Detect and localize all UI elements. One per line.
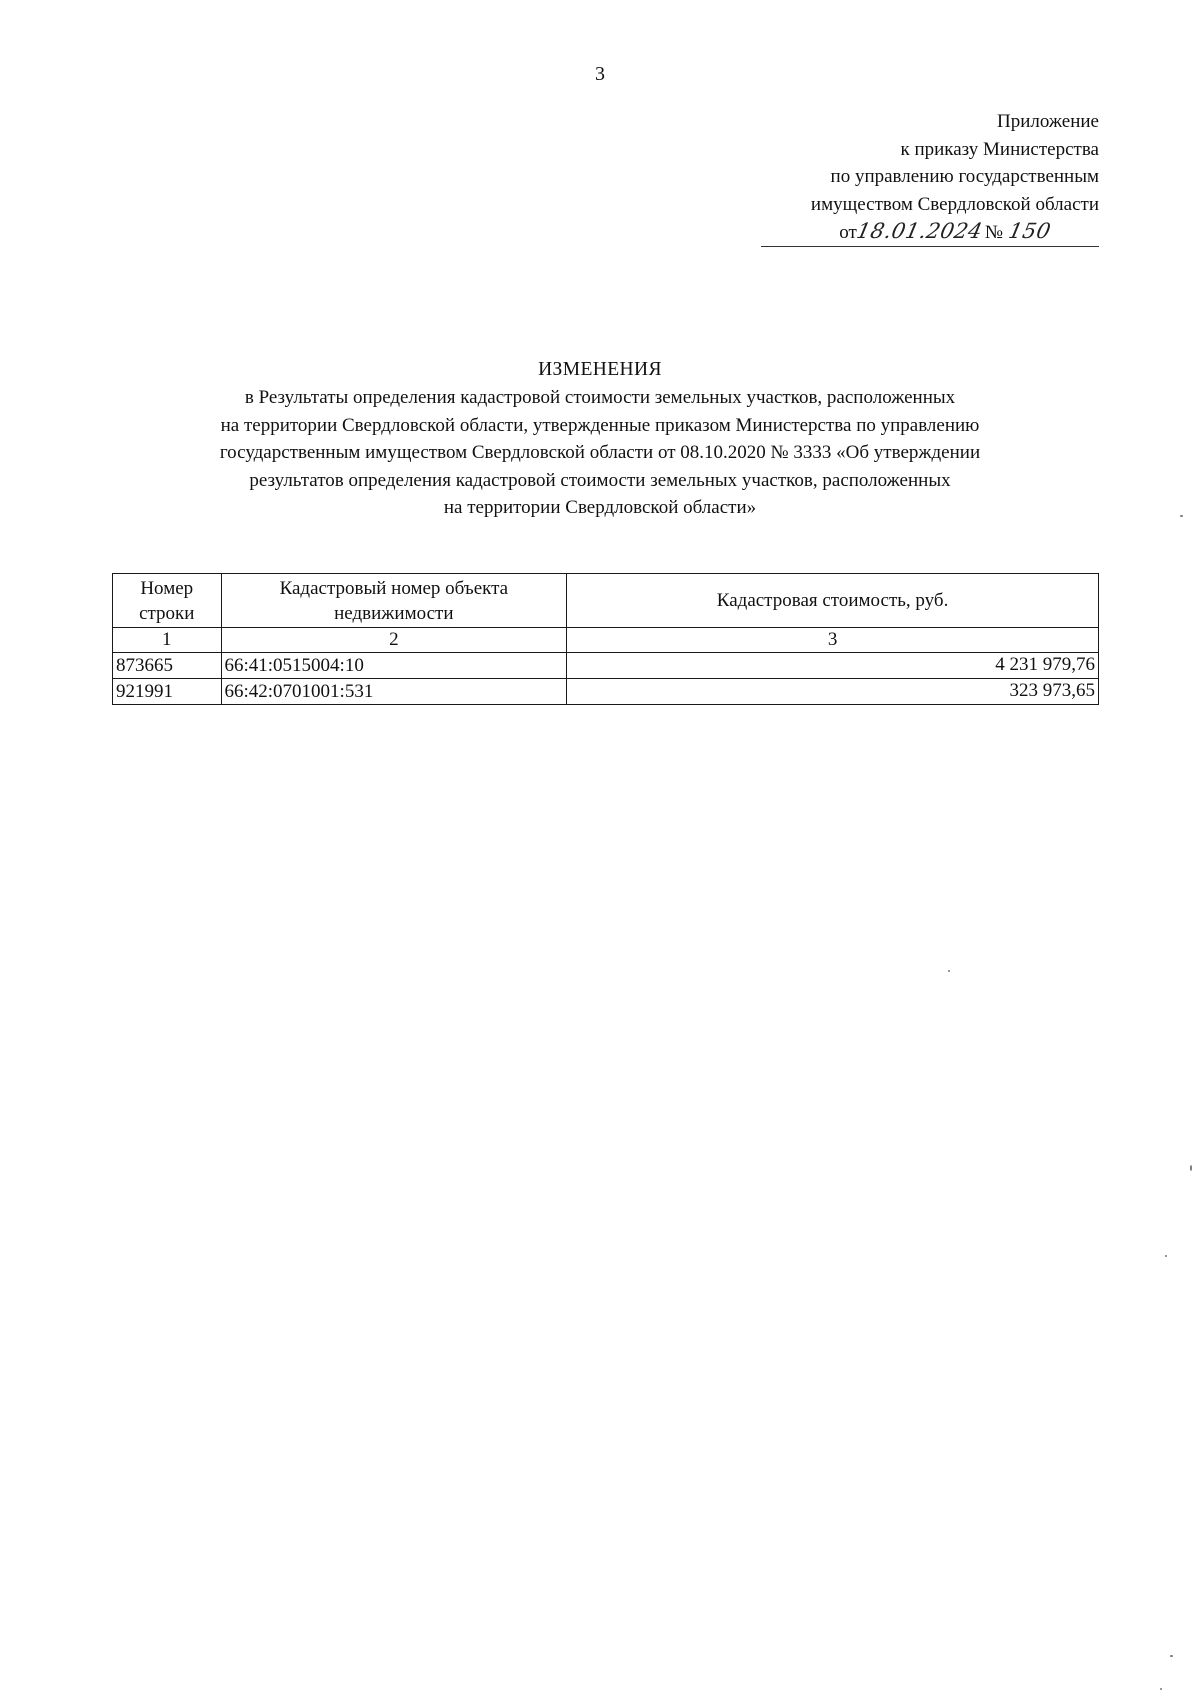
table-row — [113, 653, 1099, 679]
handwritten-number: 150 — [1006, 219, 1054, 243]
heading-line-3: государственным имуществом Свердловской области от 08.10.2020 № 3333 «Об утверждении — [219, 442, 981, 463]
page-number: 3 — [595, 63, 605, 85]
table-row — [113, 679, 1099, 705]
header-cadastral-value — [567, 574, 1099, 628]
column-number-row — [113, 628, 1099, 653]
appendix-line-1: Приложение — [997, 111, 1099, 132]
heading-line-1: в Результаты определения кадастровой стоимости земельных участков, расположенных — [244, 387, 956, 408]
column-number-2: 2 — [221, 628, 567, 653]
cadastral-value-cell: 323 973,65 — [567, 679, 1099, 705]
heading-body — [0, 384, 1200, 522]
heading-line-5: на территории Свердловской области» — [443, 497, 757, 518]
table-header-row — [113, 574, 1099, 628]
appendix-line-2: к приказу Министерства — [900, 138, 1099, 160]
date-prefix: от — [839, 222, 857, 243]
handwritten-date: 18.01.2024 — [854, 219, 985, 243]
scan-speck — [1170, 1655, 1173, 1657]
cadastral-value-table — [112, 573, 1099, 705]
appendix-line-3: по управлению государственным — [830, 166, 1099, 187]
row-number-cell: 873665 — [113, 653, 222, 679]
row-number-cell: 921991 — [113, 679, 222, 705]
header-cadastral-number-line-1: Кадастровый номер объекта — [279, 577, 509, 599]
appendix-line-4: имуществом Свердловской области — [810, 193, 1099, 215]
document-heading — [0, 356, 1200, 522]
number-prefix: № — [984, 222, 1003, 243]
appendix-header — [761, 108, 1099, 247]
cadastral-number-cell: 66:41:0515004:10 — [221, 653, 567, 679]
cadastral-number-cell: 66:42:0701001:531 — [221, 679, 567, 705]
heading-line-4: результатов определения кадастровой стоимости земельных участков, расположенных — [249, 469, 951, 491]
heading-title: ИЗМЕНЕНИЯ — [538, 359, 662, 380]
scan-speck — [1160, 1688, 1162, 1690]
scan-speck — [1180, 515, 1183, 517]
heading-line-2: на территории Свердловской области, утвержденные приказом Министерства по управлению — [220, 414, 980, 436]
header-cadastral-value-label: Кадастровая стоимость, руб. — [716, 590, 949, 611]
appendix-date-line — [761, 218, 1099, 247]
header-row-number — [113, 574, 222, 628]
scan-speck — [948, 970, 950, 972]
header-cadastral-number-line-2: недвижимости — [334, 602, 454, 624]
scan-speck — [1190, 1165, 1192, 1171]
header-row-number-line-1: Номер — [140, 577, 194, 599]
scan-speck — [1165, 1255, 1167, 1257]
column-number-1: 1 — [113, 628, 222, 653]
cadastral-value-cell: 4 231 979,76 — [567, 653, 1099, 679]
column-number-3: 3 — [567, 628, 1099, 653]
header-row-number-line-2: строки — [139, 602, 195, 624]
header-cadastral-number — [221, 574, 567, 628]
